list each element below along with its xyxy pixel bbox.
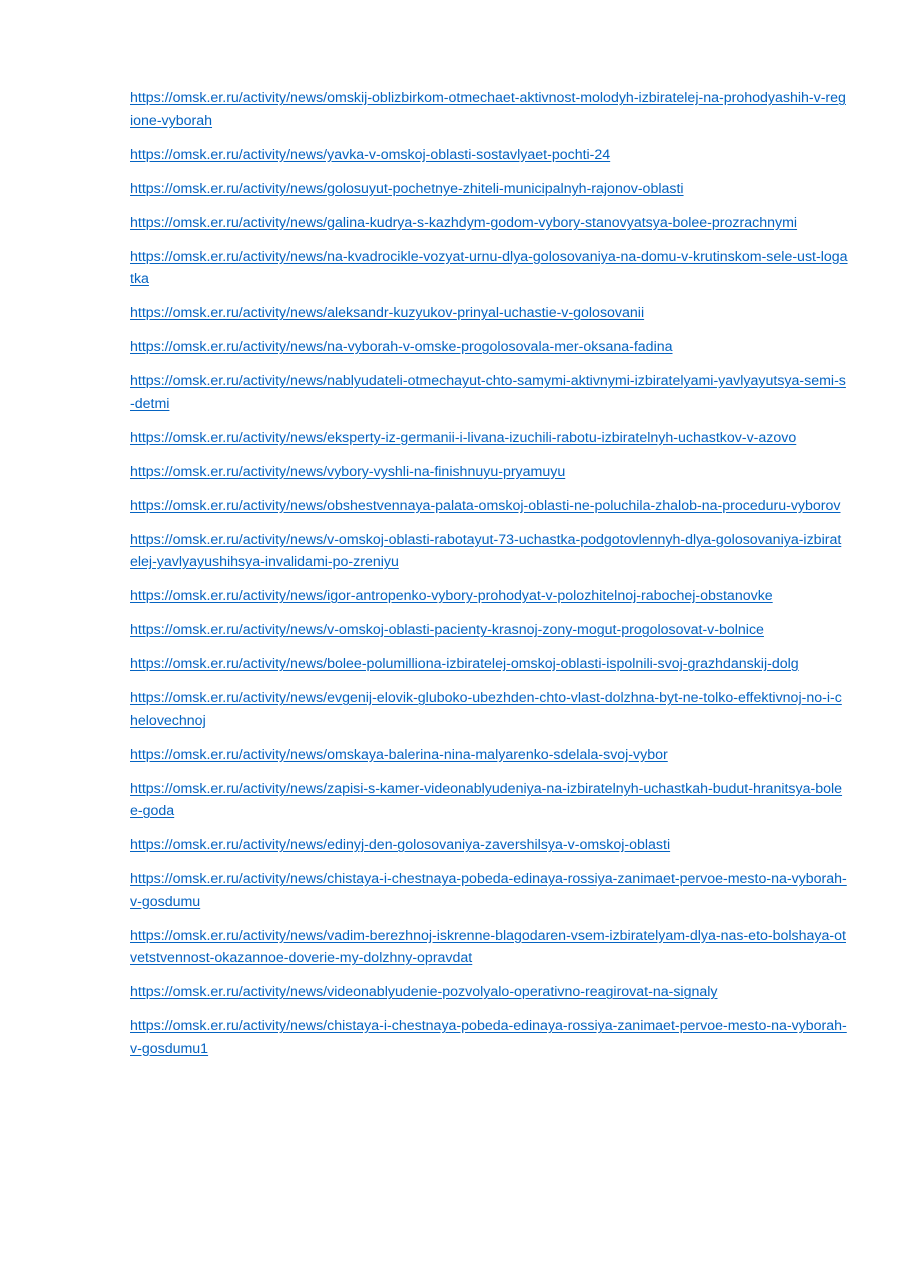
news-link[interactable]: https://omsk.er.ru/activity/news/omskaya-balerina-nina-malyarenko-sdelala-svoj-vybor [130, 746, 668, 763]
list-item [130, 302, 848, 325]
news-link[interactable]: https://omsk.er.ru/activity/news/evgenij-elovik-gluboko-ubezhden-chto-vlast-dolzhna-byt-ne-tolko-effektivnoj-no-i-chelovechnoj [130, 690, 842, 729]
list-item [130, 778, 848, 823]
news-link[interactable]: https://omsk.er.ru/activity/news/chistaya-i-chestnaya-pobeda-edinaya-rossiya-zanimaet-pervoe-mesto-na-vyborah-v-gosdumu [130, 871, 847, 910]
news-link[interactable]: https://omsk.er.ru/activity/news/na-vyborah-v-omske-progolosovala-mer-oksana-fadina [130, 339, 673, 355]
news-link[interactable]: https://omsk.er.ru/activity/news/eksperty-iz-germanii-i-livana-izuchili-rabotu-izbiratelnyh-uchastkov-v-azovo [130, 429, 797, 446]
news-link[interactable]: https://omsk.er.ru/activity/news/nablyudateli-otmechayut-chto-samymi-aktivnymi-izbiratelyami-yavlyayutsya-semi-s-detmi [130, 373, 846, 412]
list-item [130, 687, 848, 732]
list-item [130, 427, 848, 450]
list-item [130, 868, 848, 913]
list-item [130, 834, 848, 857]
link-list [130, 87, 848, 1072]
news-link[interactable]: https://omsk.er.ru/activity/news/na-kvadrocikle-vozyat-urnu-dlya-golosovaniya-na-domu-v-krutinskom-sele-ust-logatka [130, 248, 848, 287]
news-link[interactable]: https://omsk.er.ru/activity/news/bolee-polumilliona-izbiratelej-omskoj-oblasti-ispolnili-svoj-grazhdanskij-dolg [130, 656, 799, 672]
list-item [130, 212, 848, 235]
news-link[interactable]: https://omsk.er.ru/activity/news/obshestvennaya-palata-omskoj-oblasti-ne-poluchila-zhalob-na-proceduru-vyborov [130, 497, 841, 514]
news-link[interactable]: https://omsk.er.ru/activity/news/v-omskoj-oblasti-pacienty-krasnoj-zony-mogut-progolosovat-v-bolnice [130, 622, 764, 638]
news-link[interactable]: https://omsk.er.ru/activity/news/golosuyut-pochetnye-zhiteli-municipalnyh-rajonov-oblasti [130, 180, 684, 197]
list-item [130, 495, 848, 518]
list-item [130, 1015, 848, 1060]
news-link[interactable]: https://omsk.er.ru/activity/news/chistaya-i-chestnaya-pobeda-edinaya-rossiya-zanimaet-pervoe-mesto-na-vyborah-v-gosdumu1 [130, 1018, 847, 1057]
list-item [130, 619, 848, 642]
list-item [130, 744, 848, 767]
list-item [130, 653, 848, 676]
news-link[interactable]: https://omsk.er.ru/activity/news/vadim-berezhnoj-iskrenne-blagodaren-vsem-izbiratelyam-dlya-nas-eto-bolshaya-otvetstvennost-okazannoe-doverie-my-dolzhny-opravdat [130, 927, 846, 966]
list-item [130, 336, 848, 359]
list-item [130, 87, 848, 132]
news-link[interactable]: https://omsk.er.ru/activity/news/vybory-vyshli-na-finishnuyu-pryamuyu [130, 463, 566, 480]
news-link[interactable]: https://omsk.er.ru/activity/news/videonablyudenie-pozvolyalo-operativno-reagirovat-na-signaly [130, 984, 718, 1000]
list-item [130, 461, 848, 484]
list-item [130, 981, 848, 1004]
list-item [130, 925, 848, 970]
list-item [130, 246, 848, 291]
news-link[interactable]: https://omsk.er.ru/activity/news/omskij-oblizbirkom-otmechaet-aktivnost-molodyh-izbiratelej-na-prohodyashih-v-regione-vyborah [130, 90, 846, 129]
news-link[interactable]: https://omsk.er.ru/activity/news/galina-kudrya-s-kazhdym-godom-vybory-stanovyatsya-bolee-prozrachnymi [130, 214, 798, 231]
list-item [130, 178, 848, 201]
list-item [130, 529, 848, 574]
list-item [130, 370, 848, 415]
news-link[interactable]: https://omsk.er.ru/activity/news/aleksandr-kuzyukov-prinyal-uchastie-v-golosovanii [130, 305, 645, 321]
news-link[interactable]: https://omsk.er.ru/activity/news/v-omskoj-oblasti-rabotayut-73-uchastka-podgotovlennyh-dlya-golosovaniya-izbiratelej-yavlyayushihsya-invalidami-po-zreniyu [130, 531, 842, 570]
list-item [130, 144, 848, 167]
news-link[interactable]: https://omsk.er.ru/activity/news/zapisi-s-kamer-videonablyudeniya-na-izbiratelnyh-uchastkah-budut-hranitsya-bolee-goda [130, 780, 843, 819]
news-link[interactable]: https://omsk.er.ru/activity/news/igor-antropenko-vybory-prohodyat-v-polozhitelnoj-rabochej-obstanovke [130, 588, 773, 604]
news-link[interactable]: https://omsk.er.ru/activity/news/yavka-v-omskoj-oblasti-sostavlyaet-pochti-24 [130, 146, 611, 163]
list-item [130, 585, 848, 608]
news-link[interactable]: https://omsk.er.ru/activity/news/edinyj-den-golosovaniya-zavershilsya-v-omskoj-oblasti [130, 837, 671, 853]
